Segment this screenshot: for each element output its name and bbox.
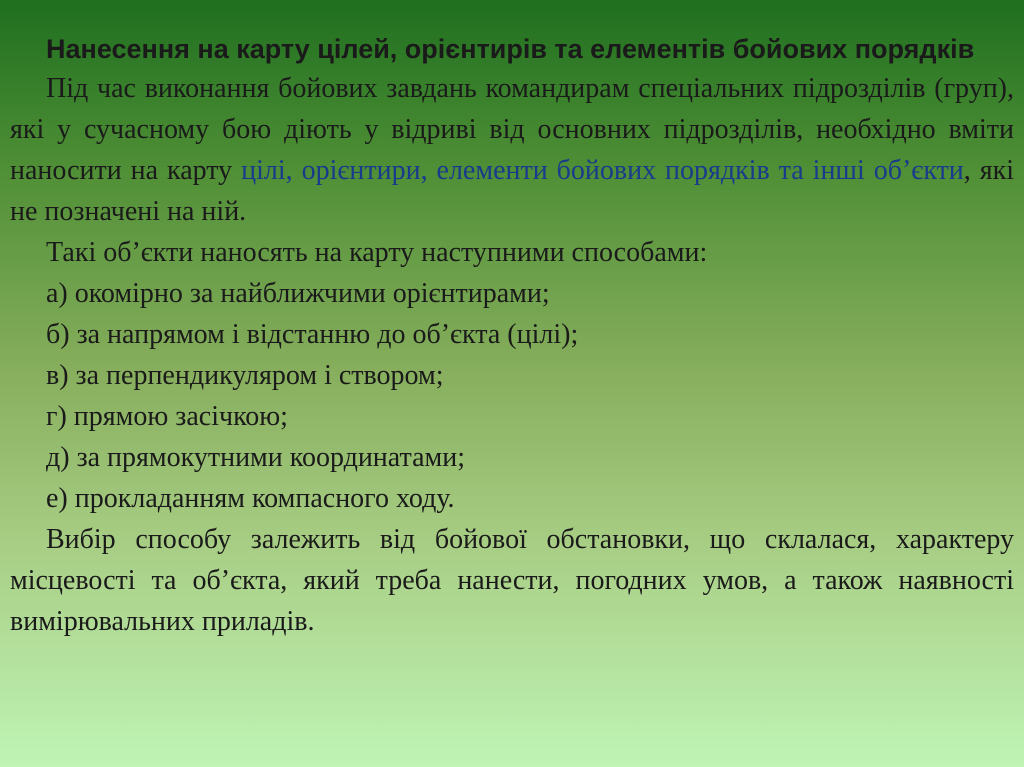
heading-text: Нанесення на карту цілей, орієнтирів та елементів бойових порядків xyxy=(46,34,975,64)
intro-tail: , які не позначені на ній. xyxy=(10,155,1014,227)
conclusion-paragraph: Вибір способу залежить від бойової обстановки, що склалася, характеру місцевості та об’єкта, який треба нанести, погодних умов, а також наявності вимірювальних приладів. xyxy=(10,524,1014,637)
intro-highlight: цілі, орієнтири, елементи бойових порядків та інші об’єкти xyxy=(241,155,964,186)
methods-intro: Такі об’єкти наносять на карту наступними способами: xyxy=(46,237,708,268)
slide-content xyxy=(10,30,1014,642)
method-item: б) за напрямом і відстанню до об’єкта (цілі); xyxy=(46,319,579,350)
method-item: е) прокладанням компасного ходу. xyxy=(46,483,455,514)
method-item: в) за перпендикуляром і створом; xyxy=(46,360,444,391)
method-item: а) окомірно за найближчими орієнтирами; xyxy=(46,278,550,309)
intro-text: Під час виконання бойових завдань командирам спеціальних підрозділів (груп), які у сучасному бою діють у відриві від основних підрозділів, необхідно вміти наносити на карту xyxy=(10,73,1014,186)
method-item: д) за прямокутними координатами; xyxy=(46,442,465,473)
method-item: г) прямою засічкою; xyxy=(46,401,288,432)
intro-paragraph xyxy=(10,68,1014,232)
slide-heading xyxy=(10,30,1014,68)
